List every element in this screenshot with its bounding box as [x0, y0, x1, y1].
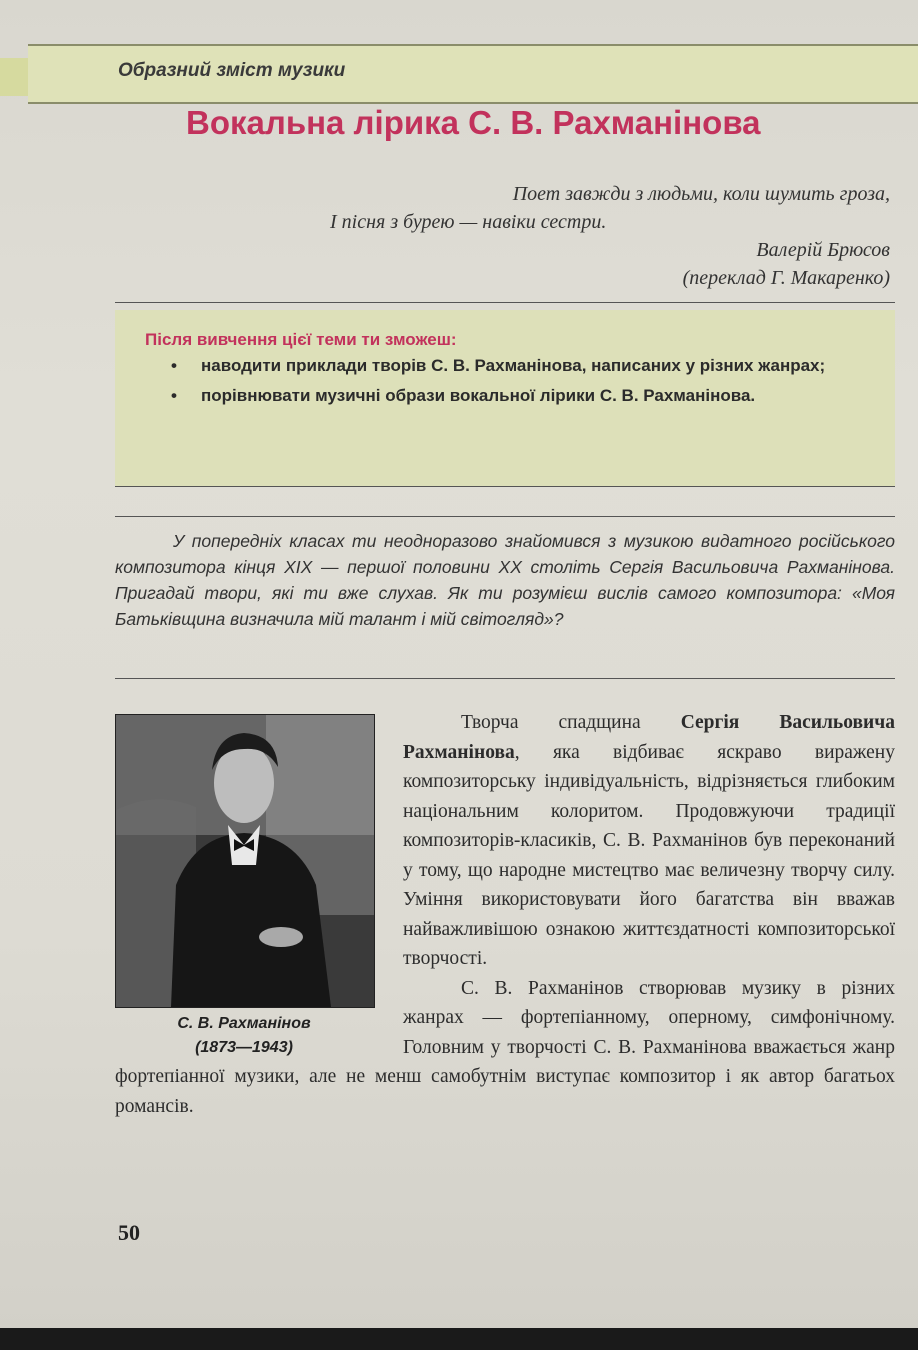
divider-line [115, 678, 895, 679]
epigraph-author: Валерій Брюсов [756, 239, 890, 261]
photo-spacer [115, 708, 403, 1044]
page-bottom-edge [0, 1328, 918, 1350]
divider-line [115, 302, 895, 303]
epigraph-line-2: І пісня з бурею — навіки сестри. [330, 211, 607, 233]
caption-name: С. В. Рахманінов [177, 1015, 311, 1032]
divider-line [115, 486, 895, 487]
intro-paragraph: У попередніх класах ти неодноразово знайомився з музикою видатного російського композитора кінця XIX — першої половини XX століть Сергія Васильовича Рахманінова. Пригадай твори, які ти вже слухав. Як ти розумієш вислів самого композитора: «Моя Батьківщина визначила мій талант і мій світогляд»? [115, 531, 895, 629]
objectives-list [171, 352, 871, 412]
body-p1-start: Творча спадщина [461, 712, 681, 733]
body-paragraph-2: С. В. Рахманінов створював музику в різних жанрах — фортепіанному, оперному, симфонічному. Головним у творчості С. В. Рахманінова вважається жанр фортепіанної музики, але не менш самобутнім виступає композитор і як автор багатьох романсів. [115, 977, 895, 1117]
page-number: 50 [118, 1220, 140, 1245]
objective-item: • порівнювати музичні образи вокальної лірики С. В. Рахманінова. [171, 382, 871, 410]
caption-years: (1873—1943) [195, 1039, 293, 1056]
header-tab-marker [0, 58, 28, 96]
epigraph [330, 180, 890, 292]
body-p1-rest: , яка відбиває яскраво виражену композиторську індивідуальність, відрізняється глибоким національним колоритом. Продовжуючи традиції композиторів-класиків, С. В. Рахманінов був переконаний у тому, що народне мистецтво має величезну творчу силу. Уміння використовувати його багатства він вважав найважливішою ознакою життєздатності композиторської творчості. [403, 741, 895, 969]
learning-objectives-box [115, 310, 895, 486]
page-title: Вокальна лірика С. В. Рахманінова [186, 104, 761, 141]
objectives-heading: Після вивчення цієї теми ти зможеш: [145, 330, 457, 349]
section-label: Образний зміст музики [118, 60, 346, 81]
composer-name-bold: Сергія Васильовича Рахманінова [403, 712, 895, 763]
epigraph-translation: (переклад Г. Макаренко) [682, 267, 890, 289]
divider-line [115, 516, 895, 517]
epigraph-line-1: Поет завжди з людьми, коли шумить гроза, [512, 183, 890, 205]
objective-item: • наводити приклади творів С. В. Рахманінова, написаних у різних жанрах; [171, 352, 871, 380]
main-text [115, 708, 895, 1121]
